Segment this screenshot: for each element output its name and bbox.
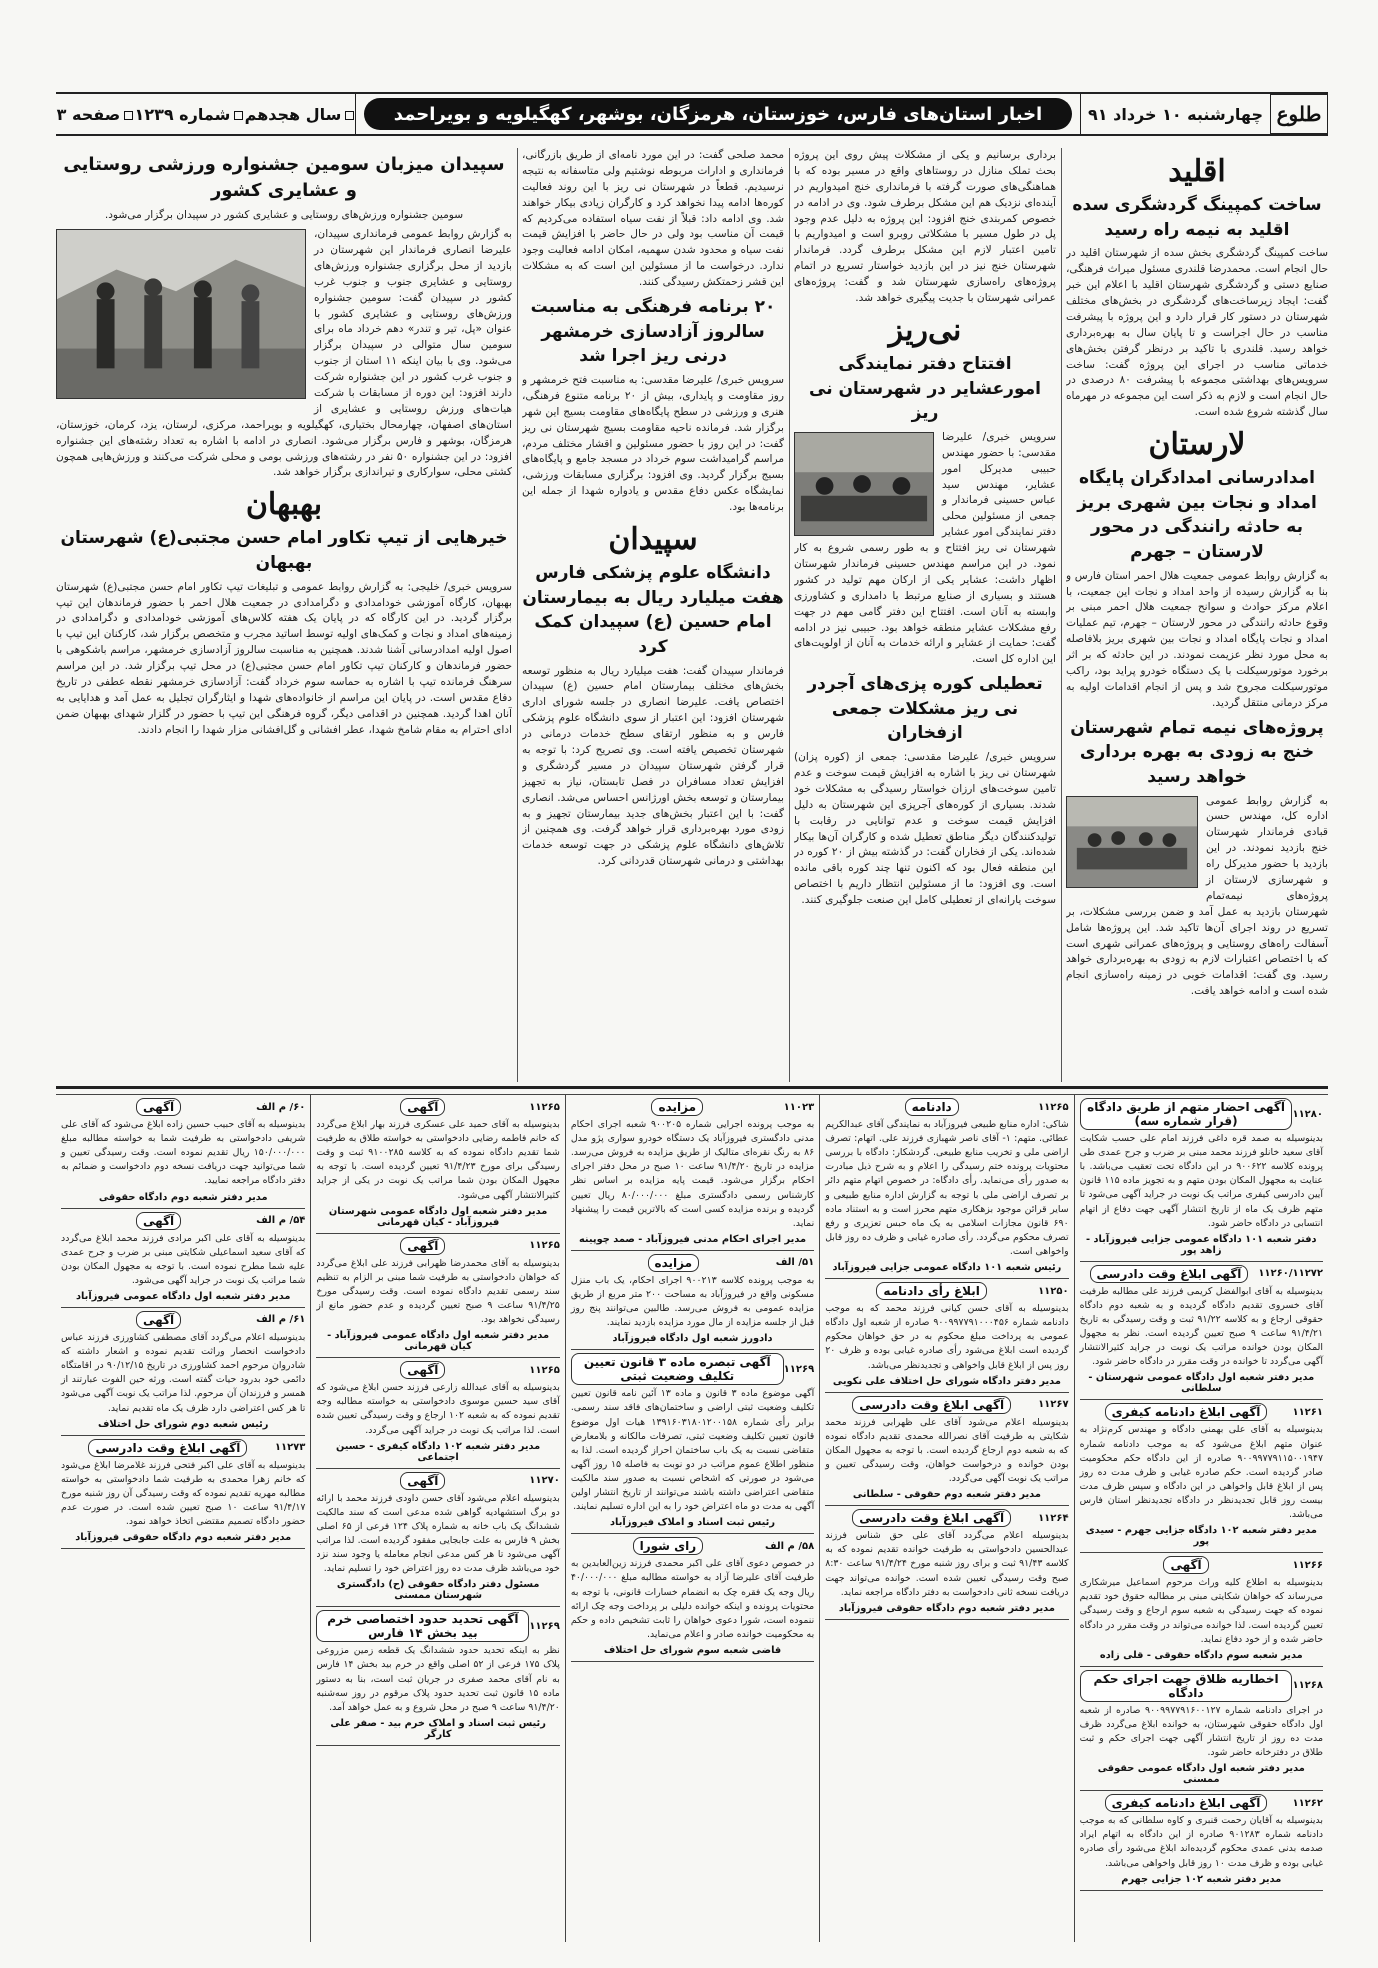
notice-header [316,1610,559,1642]
notice-text: بدینوسیله به آقای حمید علی عسکری فرزند بهار ابلاغ می‌گردد که خانم فاطمه رضایی دادخواستی به خواسته طلاق به طرفیت شما تقدیم دادگاه نموده که به کلاسه ۹۱۰۰۲۸۵ ثبت و وقت رسیدگی برای مورخ ۹۱/۴/۲۳ تعیین گردیده است. با توجه به مجهول المکان بودن شما مراتب یک نوبت در یکی از جراید کثیرالانتشار آگهی می‌شود. [316,1119,560,1201]
section-separator [56,1086,1328,1089]
notice-number: ۱۱۲۶۵ [529,1364,560,1376]
news-column-2 [794,148,1056,1082]
notice-title: ابلاغ رأی دادنامه [876,1282,986,1300]
legal-notices-section [56,1094,1328,1942]
notice-header [1080,1098,1323,1130]
notice-header [316,1237,559,1255]
notice-text: بدینوسیله به آقای عبدالله زارعی فرزند حسن ابلاغ می‌شود که آقای سید حسین موسوی دادخواستی به خواسته مطالبه وجه تقدیم نموده که به شعبه ۱۰۲ ارجاع و وقت رسیدگی تعیین شده است. لذا مراتب یک نوبت در جراید آگهی می‌گردد. [316,1382,560,1436]
issue-meta [56,94,356,134]
article-body: سرویس خبری/ علیرضا مقدسی: جمعی از (کوره پزان) شهرستان نی ریز با اشاره به افزایش قیمت سوخت و عدم تامین سوخت‌های ارزان خواستار رسیدگی به مشکلات خود شدند. بسیاری از کوره‌های آجرپزی این شهرستان به دلیل افزایش قیمت سوخت و عدم توانایی در رقابت با تولیدکنندگان دیگر مناطق تعطیل شده و کارگران آن‌ها بیکار شده‌اند. یکی از فخاران گفت: در گذشته بیش از ۲۰ کوره در این منطقه فعال بود که اکنون تنها چند کوره باقی مانده است. وی افزود: ما از مسئولین انتظار داریم با اختصاص سوخت یارانه‌ای از تعطیلی کامل این صنعت جلوگیری کنند. [794,751,1056,907]
city-kicker-behbahan: بهبهان [245,487,323,523]
notice-signature: رئیس شعبه دوم شورای حل اختلاف [98,1418,269,1430]
legal-notice [825,1393,1068,1507]
notice-header [1080,1794,1323,1812]
notice-header [825,1282,1068,1300]
notice-signature: مسئول دفتر دادگاه حقوقی (ح) دادگستری شهرستان ممسنی [336,1579,540,1602]
notice-title: آگهی [1163,1556,1208,1574]
legal-notice [571,1534,814,1662]
notice-text: بدینوسیله به آقای علی اکبر فتحی فرزند غلامرضا ابلاغ می‌شود که خانم زهرا محمدی به طرفیت شما دادخواستی به خواسته مطالبه مهریه تقدیم نموده که وقت رسیدگی آن روز شنبه مورخ ۹۱/۴/۱۷ ساعت ۱۰ صبح تعیین شده است. در صورت عدم حضور دادگاه تصمیم مقتضی اتخاذ خواهد نمود. [61,1459,306,1528]
notice-title: آگهی ابلاغ وقت دادرسی [852,1509,1011,1527]
legal-notice [1080,1095,1323,1262]
notice-title: آگهی [400,1098,445,1116]
city-kicker-eqlid: اقلید [1168,154,1226,189]
notice-text: بدینوسیله به آقای ابوالفضل کریمی فرزند علی مطالبه طرفیت آقای خسروی تقدیم دادگاه گردیده و به شعبه دوم دادگاه حقوقی ارجاع و به کلاسه ۹۱/۲۲ ثبت و وقت رسیدگی به تاریخ ۹۱/۴/۲۱ ساعت ۹ صبح تعیین گردیده است. نظر به مجهول المکان بودن خوانده مراتب یک نوبت در جراید کثیرالانتشار آگهی می‌گردد تا خوانده در وقت مقرر در دادگاه حاضر شود. [1079,1285,1323,1368]
notice-signature: مدیر دفتر شعبه اول دادگاه عمومی فیروزآباد - کیان قهرمانی [327,1330,550,1353]
newspaper-page [56,92,1328,1942]
notice-text: بدینوسیله اعلام می‌گردد آقای مصطفی کشاورزی فرزند عباس دادخواست انحصار وراثت تقدیم نموده و اشعار داشته که شادروان مرحوم احمد کشاورزی در تاریخ ۹۰/۱۲/۱۵ در اقامتگاه دائمی خود بدرود حیات گفته است. ورثه حین الفوت عبارتند از همسر و فرزندان آن مرحوم. لذا مراتب یک نوبت آگهی می‌شود تا هر کس اعتراضی دارد ظرف یک ماه تقدیم نماید. [61,1331,306,1414]
notice-text: بدینوسیله اعلام می‌شود آقای حسن داودی فرزند محمد با ارائه دو برگ استشهادیه گواهی شده مدعی است که سند مالکیت ششدانگ یک باب خانه به شماره پلاک ۱۲۴ فرعی از ۶۵ اصلی بخش ۹ فارس به علت جابجایی مفقود گردیده است. لذا مراتب آگهی می‌شود تا هر کس مدعی انجام معامله یا وجود سند نزد خود می‌باشد ظرف مدت ده روز اعتراض خود را تسلیم نماید. [316,1492,560,1575]
issue-date: چهارشنبه ۱۰ خرداد ۹۱ [1080,94,1270,134]
notice-header [825,1098,1068,1116]
ad-column [310,1095,564,1942]
notice-number: ۱۱۰۲۳ [783,1101,815,1113]
notice-signature: دفتر شعبه ۱۰۱ دادگاه عمومی جزایی فیروزآباد - زاهد پور [1086,1233,1317,1256]
legal-notice [316,1469,559,1608]
notice-number: ۱۱۲۶۴ [1038,1512,1069,1524]
legal-notice [1080,1553,1323,1667]
city-kicker-larestan: لارستان [1148,427,1246,463]
column-divider [517,148,518,1082]
notice-header [1080,1670,1323,1702]
square-icon [345,111,354,120]
notice-title: آگهی [136,1098,181,1116]
notice-header [61,1212,305,1230]
column-divider [1061,148,1062,1082]
article-body: سرویس خبری/ علیرضا مقدسی: به مناسبت فتح خرمشهر و روز مقاومت و پایداری، بیش از ۲۰ برنامه متنوع فرهنگی، هنری و ورزشی در سطح پایگاه‌های مقاومت بسیج این شهر برگزار شد. فرمانده ناحیه مقاومت بسیج شهرستان نی ریز گفت: در این روز با حضور مسئولین و اقشار مختلف مردم، مراسم گرامیداشت سوم خرداد در مسجد جامع و پایگاه‌های بسیج برگزار گردید. وی افزود: برگزاری مسابقات ورزشی، نمایشگاه عکس دفاع مقدس و یادواره شهدا از جمله این برنامه‌ها بود. [522,373,784,514]
article-body: به گزارش روابط عمومی اداره کل، مهندس حسن قبادی فرماندار شهرستان خنج بازدید نمودند. در این بازدید با حضور مدیرکل راه و شهرسازی لارستان از پروژه‌های نیمه‌تمام شهرستان بازدید به عمل آمد و ضمن بررسی مشکلات، بر تسریع در روند اجرای آن‌ها تاکید شد. این پروژه‌ها شامل آسفالت راه‌های روستایی و پروژه‌های عمرانی شهری است که با اختصاص اعتبارات لازم به زودی به بهره‌برداری خواهد رسید. وی گفت: اقدامات خوبی در زمینه راه‌سازی انجام شده است و ادامه خواهد یافت. [1066,794,1328,998]
legal-notice [571,1095,814,1251]
notice-text: بدینوسیله اعلام می‌شود آقای علی ظهرابی فرزند محمد شکایتی به طرفیت آقای نصرالله محمدی تقدیم دادگاه نموده که به شعبه دوم ارجاع گردیده است. با توجه به مجهول المکان بودن خوانده و درخواست خواهان، وقت رسیدگی تعیین و مراتب یک نوبت آگهی می‌گردد. [825,1416,1069,1485]
notice-number: ۱۱۲۶۰/۱۱۲۷۲ [1258,1268,1323,1280]
legal-notice [1080,1667,1323,1791]
notice-title: آگهی ابلاغ وقت دادرسی [1090,1265,1249,1283]
headline-neyriz-nomads-office: افتتاح دفتر نمایندگی امورعشایر در شهرستان نی ریز [809,353,1041,424]
article-body: سرویس خبری/ علیرضا مقدسی: با حضور مهندس حبیبی مدیرکل امور عشایر، مهندس سید عباس حسینی فرماندار و جمعی از مسئولین محلی دفتر نمایندگی امور عشایر شهرستان نی ریز افتتاح و به طور رسمی شروع به کار نمود. در این مراسم مهندس حسینی فرماندار شهرستان اظهار داشت: عشایر یکی از ارکان مهم تولید در کشور هستند و بسیاری از صنایع مرتبط با دامداری و کشاورزی وابسته به آنان است. افتتاح این دفتر گامی مهم در جهت رفع مشکلات عشایر منطقه خواهد بود. حبیبی نیز در ادامه گفت: حمایت از عشایر و ارائه خدمات به آنان از اولویت‌های این اداره کل است. [794,430,1056,666]
square-icon [124,111,133,120]
notice-signature: مدیر دفتر شعبه اول دادگاه عمومی فیروزآباد [75,1290,291,1302]
legal-notice [1080,1400,1323,1553]
notice-header [61,1439,305,1457]
notice-text: بدینوسیله به آقای محمدرضا ظهرابی فرزند علی ابلاغ می‌گردد که خواهان دادخواستی به طرفیت شما مبنی بر الزام به تنظیم سند رسمی تقدیم دادگاه نموده است. وقت رسیدگی مورخ ۹۱/۴/۲۵ ساعت ۹ صبح تعیین گردیده و عدم حضور مانع از رسیدگی نخواهد بود. [316,1257,560,1326]
headline-sepidan-rural-sports: سپیدان میزبان سومین جشنواره ورزشی روستایی و عشایری کشور [63,154,505,202]
notice-number: ۱۱۲۶۱ [1292,1406,1323,1418]
notice-text: بدینوسیله به آقای علی بهمنی دادگاه و مهندس کرم‌نژاد به عنوان متهم ابلاغ می‌شود که به موجب دادنامه شماره ۹۰۰۹۹۷۷۹۱۱۵۰۰۱۹۴۷ صادره از این دادگاه حکم محکومیت صادر گردیده است. حکم صادره غیابی و ظرف مدت ده روز پس از ابلاغ قابل واخواهی در این دادگاه و سپس ظرف مدت بیست روز قابل تجدیدنظر در دادگاه تجدیدنظر استان فارس می‌باشد. [1079,1424,1323,1521]
notice-title: آگهی تحدید حدود اختصاصی خرم بید بخش ۱۴ فارس [316,1610,529,1642]
legal-notice [825,1279,1068,1393]
legal-notice [316,1095,559,1234]
notice-header [1080,1265,1323,1283]
headline-neyriz-brick-kilns: تعطیلی کوره پزی‌های آجردر نی ریز مشکلات جمعی ازفخاران [807,674,1043,744]
city-kicker-neyriz: نی‌ریز [888,312,962,348]
notice-text: آگهی موضوع ماده ۳ قانون و ماده ۱۳ آئین نامه قانون تعیین تکلیف وضعیت ثبتی اراضی و ساختمان‌های فاقد سند رسمی. برابر رأی شماره ۱۳۹۱۶۰۳۱۸۰۱۲۰۰۱۵۸ هیات اول موضوع قانون تعیین تکلیف وضعیت ثبتی، تصرفات مالکانه و بلامعارض متقاضی نسبت به یک باب ساختمان احراز گردیده است. لذا به منظور اطلاع عموم مراتب در دو نوبت به فاصله ۱۵ روز آگهی می‌شود در صورتی که اشخاص نسبت به صدور سند مالکیت متقاضی اعتراضی داشته باشند می‌توانند از تاریخ انتشار اولین آگهی به مدت دو ماه اعتراض خود را به این اداره تسلیم نمایند. [570,1388,815,1513]
notice-number: ۱۱۲۶۵ [529,1101,560,1113]
notice-signature: قاضی شعبه سوم شورای حل اختلاف [603,1644,782,1656]
notice-text: نظر به اینکه تحدید حدود ششدانگ یک قطعه زمین مزروعی پلاک ۱۷۵ فرعی از ۵۲ اصلی واقع در خرم بید بخش ۱۴ فارس به نام آقای محمد صفری در جریان ثبت است، بنا به دستور ماده ۱۵ قانون ثبت تحدید حدود پلاک مرقوم در روز سه‌شنبه ۹۱/۴/۲۰ ساعت ۹ صبح در محل شروع و به عمل خواهد آمد. [316,1645,560,1713]
notice-signature: مدیر دفتر شعبه ۱۰۲ دادگاه کیفری - حسین اجتماعی [335,1440,541,1463]
notice-title: مزایده [651,1098,703,1116]
legal-notice [316,1234,559,1359]
notice-text: بدینوسیله به اطلاع کلیه وراث مرحوم اسماعیل میرشکاری می‌رساند که خواهان شکایتی مبنی بر مطالبه حقوق خود تقدیم نموده که جهت رسیدگی به شعبه سوم ارجاع و وقت رسیدگی تعیین گردیده است. لذا خوانده می‌تواند در وقت مقرر در دادگاه حاضر شده و از خود دفاع نماید. [1079,1577,1323,1645]
notice-header [61,1098,305,1116]
headline-khorramshahr-programs: ۲۰ برنامه فرهنگی به مناسبت سالروز آزادسازی خرمشهر درنی ریز اجرا شد [530,297,776,367]
notice-text: بدینوسیله به آقای حبیب حسین زاده ابلاغ می‌شود که آقای علی شریفی دادخواستی به طرفیت شما به خواسته مطالبه مبلغ ۱۵۰/۰۰۰/۰۰۰ ریال تقدیم نموده است. وقت رسیدگی تعیین و شما می‌توانید جهت دریافت نسخه دوم دادخواست و ضمائم به دفتر دادگاه مراجعه نمایید. [61,1119,306,1187]
legal-notice [316,1358,559,1468]
news-column-1 [1066,148,1328,1082]
notice-header [316,1098,559,1116]
news-photo-office-opening [794,432,934,536]
issue-number: شماره ۱۲۳۹ [135,105,244,124]
ad-column [819,1095,1073,1942]
ad-column [565,1095,819,1942]
notice-number: ۵۴/ م الف [256,1215,306,1227]
notice-title: مزایده [648,1254,700,1272]
legal-notice [825,1506,1068,1620]
notice-number: ۱۱۲۶۵ [1038,1101,1069,1113]
article-body: سرویس خبری/ خلیجی: به گزارش روابط عمومی و تبلیغات تیپ تکاور امام حسن مجتبی(ع) شهرستان بهبهان، کارگاه آموزشی خودامدادی و دگرامدادی در جمعیت هلال احمر با حضور فرماندهان این تیپ برگزار گردید. در این کارگاه که در پایان یک هفته کلاس‌های آموزشی خودامدادی و دگرامدادی در زمینه‌های امداد و نجات و کمک‌های اولیه توسط اساتید مجرب و متخصص برگزار شد، کارکنان این تیپ با اصول اولیه امدادرسانی آشنا شدند. همچنین به مناسبت سالروز آزادسازی خرمشهر، مراسم باشکوهی با حضور فرماندهان و کارکنان تیپ تکاور امام حسن مجتبی(ع) در محل تیپ برگزار شد. در این مراسم سرهنگ فرمانده تیپ با اشاره به حماسه سوم خرداد گفت: آزادسازی خرمشهر نقطه عطفی در تاریخ دفاع مقدس است. در پایان این مراسم از خانواده‌های شهدا و ایثارگران تجلیل به عمل آمد و هدایایی به آنان اهدا گردید. همچنین در اقدامی دیگر، گروه فرهنگی این تیپ با حضور در گلزار شهدای بهبهان ضمن ادای احترام به مقام شامخ شهدا، عطر افشانی و گل‌افشانی مزار شهدا را انجام دادند. [56,580,512,736]
notice-signature: مدیر دفتر شعبه ۱۰۲ دادگاه جزایی جهرم - سیدی پور [1085,1525,1317,1548]
article-with-photo [1066,794,1328,1001]
year-label: سال هجدهم [245,105,355,124]
notice-title: آگهی ابلاغ وقت دادرسی [88,1439,247,1457]
notice-signature: مدیر دفتر شعبه دوم حقوقی - سلطانی [852,1489,1041,1501]
notice-header [571,1254,814,1272]
notice-signature: رئیس شعبه ۱۰۱ دادگاه عمومی جزایی فیروزآباد [832,1262,1062,1274]
notice-signature: دادورز شعبه اول دادگاه فیروزآباد [612,1333,773,1345]
notice-number: ۶۰/ م الف [256,1101,306,1113]
legal-notice [825,1095,1068,1279]
notice-header [316,1361,559,1379]
notice-header [571,1353,814,1385]
headline-eqlid-camping: ساخت کمپینگ گردشگری سده اقلید به نیمه راه رسید [1072,195,1322,240]
headline-khonj-projects: پروژه‌های نیمه تمام شهرستان خنج به زودی به بهره برداری خواهد رسید [1070,717,1324,787]
notice-header [316,1472,559,1490]
legal-notice [1080,1262,1323,1401]
notice-signature: مدیر دفتر شعبه دوم دادگاه حقوقی فیروزآباد [838,1602,1055,1614]
notice-header [825,1396,1068,1414]
news-column-3 [522,148,784,1082]
notice-number: ۵۱/ الف [775,1257,815,1269]
notice-title: دادنامه [905,1098,959,1116]
notice-header [1080,1556,1323,1574]
legal-notice [61,1095,305,1209]
section-title: اخبار استان‌های فارس، خوزستان، هرمزگان، بوشهر، کهگیلویه و بویراحمد [364,98,1072,130]
legal-notice [61,1209,305,1308]
notice-title: آگهی ابلاغ دادنامه کیفری [1105,1403,1268,1421]
notice-title: آگهی احضار متهم از طریق دادگاه (قرار شماره سه) [1080,1098,1293,1130]
legal-notice [1080,1791,1323,1890]
legal-notice [571,1251,814,1350]
notice-signature: مدیر دفتر شعبه اول دادگاه عمومی حقوقی ممسنی [1097,1763,1305,1786]
notice-signature: مدیر دفتر دادگاه شورای حل اختلاف علی نکویی [832,1375,1061,1387]
notice-text: شاکی: اداره منابع طبیعی فیروزآباد به نمایندگی آقای عبدالکریم عطائی. متهم: ۱- آقای ناصر شهبازی فرزند علی. اتهام: تصرف اراضی ملی و تخریب منابع طبیعی. گردشکار: دادگاه با بررسی محتویات پرونده ختم رسیدگی را اعلام و به شرح ذیل مبادرت به صدور رأی می‌نماید. رأی دادگاه: در خصوص اتهام متهم دائر بر تصرف اراضی ملی با توجه به گزارش اداره منابع طبیعی و سایر قرائن موجود بزهکاری متهم محرز است و به استناد ماده ۶۹۰ قانون مجازات اسلامی به یک ماه حبس تعزیری و رفع تصرف محکوم می‌گردد. رأی صادره غیابی و ظرف ده روز قابل واخواهی است. [825,1119,1069,1257]
notice-signature: مدیر اجرای احکام مدنی فیروزآباد - صمد چوپینه [578,1233,807,1245]
notice-title: اخطاریه ظلاق جهت اجرای حکم دادگاه [1080,1670,1293,1702]
article-body: برداری برسانیم و یکی از مشکلات پیش روی این پروژه بحث تملک منازل در روستاهای واقع در مسیر بوده که با هماهنگی‌های صورت گرفته با فرمانداری خنج امیدواریم در آینده‌ای نزدیک هم این مشکل برطرف شود. وی در ادامه در خصوص کمربندی خنج افزود: این پروژه به دلیل عدم وجود پل در طول مسیر با مشکلاتی روبرو است و امیدواریم با تامین اعتبار لازم این مشکل برطرف گردد. فرماندار شهرستان خنج نیز در این بازدید خواستار تسریع در اتمام پروژه‌های راه‌سازی شهرستان شد و گفت: پروژه‌های عمرانی شهرستان با جدیت پیگیری خواهد شد. [794,149,1056,305]
news-photo-meeting [1066,796,1198,888]
notice-title: آگهی ابلاغ وقت دادرسی [852,1396,1011,1414]
newspaper-logo: طلوع [1270,94,1328,134]
notice-number: ۱۱۲۶۶ [1292,1559,1323,1571]
notice-text: به موجب پرونده اجرایی شماره ۹۰۰۲۰۵ شعبه اجرای احکام مدنی دادگستری فیروزآباد یک دستگاه خودرو سواری پژو مدل ۸۶ به رنگ نقره‌ای متالیک از طریق مزایده به فروش می‌رسد. مزایده در تاریخ ۹۱/۴/۲۰ ساعت ۱۰ صبح در محل دفتر اجرای احکام برگزار می‌شود. قیمت پایه مزایده بر اساس نظر کارشناس رسمی دادگستری مبلغ ۸۰/۰۰۰/۰۰۰ ریال تعیین گردیده و برنده مزایده کسی است که بالاترین قیمت را پیشنهاد نماید. [570,1119,815,1229]
notice-text: در اجرای دادنامه شماره ۹۰۰۹۹۷۷۹۱۶۰۰۱۲۷ صادره از شعبه اول دادگاه حقوقی شهرستان، به خوانده ابلاغ می‌گردد ظرف مدت ده روز از تاریخ انتشار آگهی جهت اجرای حکم و ثبت طلاق در دفترخانه حاضر شود. [1079,1704,1323,1759]
notice-title: آگهی [136,1311,181,1329]
notice-number: ۱۱۲۶۷ [1038,1399,1069,1411]
headline-larestan-rescue: امدادرسانی امدادگران پایگاه امداد و نجات بین شهری بریز به حادثه رانندگی در محور لارستان – جهرم [1077,468,1317,562]
column-divider [789,148,790,1082]
notice-number: ۵۸/ م الف [764,1540,815,1552]
news-column-4 [56,148,512,1082]
article-with-photo [56,227,512,481]
article-body: به گزارش روابط عمومی جمعیت هلال احمر استان فارس و بنا به گزارش رسیده از واحد امداد و نجات این جمعیت، با اعلام مرکز حوادث و سوانح جمعیت هلال احمر مبنی بر وقوع حادثه رانندگی در محور لارستان – جهرم، تیم عملیات امداد و نجات پایگاه امداد و نجات بین شهری بریز بلافاصله به محل مورد نظر عزیمت نمودند. در این حادثه که بر اثر برخورد موتورسیکلت با یک دستگاه خودرو پراید بود، راکب موتورسیکلت مجروح شد و پس از انجام اقدامات اولیه به مرکز درمانی منتقل گردید. [1066,569,1328,709]
notice-text: بدینوسیله به آقایان رحمت قنبری و کاوه سلطانی که به موجب دادنامه شماره ۹۰۱۲۸۳ صادره از این دادگاه به اتهام ایراد صدمه بدنی عمدی محکوم گردیده‌اند ابلاغ می‌شود رأی صادره غیابی بوده و ظرف مدت ۱۰ روز قابل واخواهی می‌باشد. [1079,1815,1324,1869]
notice-title: رای شورا [633,1537,704,1555]
legal-notice [61,1436,305,1550]
notice-number: ۱۱۲۷۰ [529,1475,560,1487]
page-number: صفحه ۳ [57,105,134,124]
article-with-photo [794,430,1056,668]
notice-signature: رئیس ثبت اسناد و املاک فیروزآباد [610,1517,775,1529]
notice-number: ۱۱۲۶۹ [783,1363,815,1375]
notice-signature: مدیر شعبه سوم دادگاه حقوقی - قلی زاده [1099,1649,1303,1661]
notice-header [571,1098,814,1116]
notice-header [571,1537,814,1555]
notice-signature: مدیر دفتر شعبه دوم دادگاه حقوقی [98,1191,268,1203]
notice-title: آگهی [136,1212,181,1230]
notice-number: ۱۱۲۷۳ [274,1442,306,1454]
notice-number: ۱۱۲۵۰ [1038,1285,1069,1297]
news-photo-officials-outdoor [56,229,306,399]
notice-number: ۱۱۲۸۰ [1292,1108,1323,1120]
notice-signature: مدیر دفتر شعبه اول دادگاه عمومی شهرستان فیروزآباد - کیان قهرمانی [328,1205,548,1228]
city-kicker-sepidan: سپیدان [608,521,698,557]
headline-sepidan-hospital: دانشگاه علوم پزشکی فارس هفت میلیارد ریال به بیمارستان امام حسین (ع) سپیدان کمک کرد [522,562,784,657]
notice-signature: مدیر دفتر شعبه ۱۰۲ جزایی جهرم [1121,1873,1282,1885]
article-lead: سومین جشنواره ورزش‌های روستایی و عشایری کشور در سپیدان برگزار می‌شود. [104,209,464,222]
notice-number: ۶۱/ م الف [256,1314,306,1326]
notice-text: بدینوسیله اعلام می‌گردد آقای علی حق شناس فرزند عبدالحسین دادخواستی به طرفیت خوانده تقدیم نموده که به کلاسه ۹۱/۴۳ ثبت و برای روز شنبه مورخ ۹۱/۴/۲۴ ساعت ۸:۳۰ صبح وقت رسیدگی تعیین شده است. خوانده می‌تواند جهت دریافت نسخه ثانی دادخواست به دفتر دادگاه مراجعه نماید. [825,1530,1069,1598]
legal-notice [571,1350,814,1534]
notice-title: آگهی ابلاغ دادنامه کیفری [1105,1794,1268,1812]
notice-signature: مدیر دفتر شعبه اول دادگاه عمومی شهرستان - سلطانی [1088,1372,1315,1395]
notice-title: آگهی [400,1361,445,1379]
notice-text: بدینوسیله به صمد قره داغی فرزند امام علی حسب شکایت آقای سعید خانلو فرزند محمد مبنی بر ضرب و جرح عمدی طی پرونده کلاسه ۹۰۰۶۲۲ در این دادگاه تحت تعقیب می‌باشد. با عنایت به مجهول المکان بودن متهم و به تجویز ماده ۱۱۵ قانون آیین دادرسی کیفری مراتب یک نوبت در جراید آگهی می‌شود تا متهم ظرف یک ماه از تاریخ انتشار آگهی جهت دفاع از اتهام انتسابی در دادگاه حاضر شود. [1079,1133,1323,1229]
notice-text: به موجب پرونده کلاسه ۹۰۰۲۱۳ اجرای احکام، یک باب منزل مسکونی واقع در فیروزآباد به مساحت ۲۰۰ متر مربع از طریق مزایده عمومی به فروش می‌رسد. طالبین می‌توانند پنج روز قبل از جلسه مزایده از مال مورد مزایده بازدید نمایند. [570,1274,815,1329]
masthead [56,92,1328,136]
notice-number: ۱۱۲۶۸ [1292,1680,1323,1692]
article-body: به گزارش روابط عمومی فرمانداری سپیدان، علیرضا انصاری فرماندار این شهرستان در بازدید از محل برگزاری جشنواره ورزش‌های روستایی و عشایری جنوب و جنوب غرب کشور در سپیدان گفت: سومین جشنواره ورزش‌های روستایی و عشایری کشور با عنوان «پل، تیر و تندر» دهم خرداد ماه برای سومین سال متوالی در سپیدان برگزار می‌شود. وی با بیان اینکه ۱۱ استان از جنوب و جنوب غرب کشور در این جشنواره شرکت دارند افزود: این دوره از مسابقات با شرکت هیات‌های ورزش روستایی و عشایری از استان‌های اصفهان، چهارمحال بختیاری، کهگیلویه و بویراحمد، مرکزی، لرستان، یزد، کرمان، خوزستان، هرمزگان، بوشهر و فارس برگزار می‌شود. انصاری در ادامه با اشاره به تعداد رشته‌های این جشنواره افزود: در این جشنواره ۵۰ نفر در رشته‌های ورزشی بومی و محلی شرکت می‌کنند و ورزش‌هایی همچون کشتی محلی، سوارکاری و تیراندازی برگزار خواهد شد. [56,228,512,479]
square-icon [234,111,243,120]
notice-number: ۱۱۲۶۲ [1292,1797,1323,1809]
notice-title: آگهی تبصره ماده ۳ قانون تعیین تکلیف وضعیت ثبتی [571,1353,784,1385]
notice-title: آگهی [400,1472,445,1490]
notice-text: بدینوسیله به آقای حسن کیانی فرزند محمد که به موجب دادنامه شماره ۹۰۰۹۹۷۷۹۱۰۰۰۴۵۶ صادره از شعبه اول دادگاه عمومی به پرداخت مبلغ محکوم به در حق خواهان محکوم گردیده است ابلاغ می‌شود رأی صادره غیابی بوده و ظرف ۲۰ روز پس از ابلاغ قابل واخواهی و تجدیدنظر می‌باشد. [825,1303,1069,1371]
notice-header [825,1509,1068,1527]
legal-notice [316,1607,559,1746]
notice-text: در خصوص دعوی آقای علی اکبر محمدی فرزند زین‌العابدین به طرفیت آقای علیرضا آزاد به خواسته مطالبه مبلغ ۴۰/۰۰۰/۰۰۰ ریال وجه یک فقره چک به انضمام خسارات قانونی، با توجه به محتویات پرونده و اینکه خوانده دلیلی بر پرداخت وجه چک ارائه ننموده است، شورا دعوی خواهان را ثابت تشخیص داده و حکم به محکومیت خوانده صادر و اعلام می‌نماید. [570,1558,815,1640]
notice-header [1080,1403,1323,1421]
notice-number: ۱۱۲۶۵ [529,1240,560,1252]
notice-header [61,1311,305,1329]
ad-column [1074,1095,1328,1942]
ad-column [56,1095,310,1942]
article-body: ساخت کمپینگ گردشگری بخش سده از شهرستان اقلید در حال انجام است. محمدرضا قلندری مسئول میراث فرهنگی، صنایع دستی و گردشگری شهرستان اقلید با اعلام این خبر گفت: ایجاد زیرساخت‌های گردشگری در بخش‌های مختلف شهرستان در دستور کار قرار دارد و این پروژه با پیشرفت مناسب در حال اجراست و تا پایان سال به بهره‌برداری خواهد رسید. قلندری با تاکید بر درنظر گرفتن بخش‌های خدماتی مناسب در اجرای این پروژه گفت: ساخت سرویس‌های بهداشتی مجموعه با پیشرفت ۸۰ درصدی در حال انجام است و لازم به ذکر است این مجموعه در مهرماه سال گذشته شروع شده است. [1066,247,1328,419]
notice-signature: مدیر دفتر شعبه دوم دادگاه حقوقی فیروزآباد [75,1532,292,1544]
headline-behbahan-brigade: خیرهایی از تیپ تکاور امام حسن مجتبی(ع) شهرستان بهبهان [60,528,508,573]
notice-signature: رئیس ثبت اسناد و املاک خرم بید - صفر علی کارگر [330,1717,546,1740]
notice-number: ۱۱۲۶۹ [529,1620,560,1632]
article-body: محمد صلحی گفت: در این مورد نامه‌ای از طریق بازرگانی، فرمانداری و ادارات مربوطه نوشتیم ولی متاسفانه به نتیجه نرسیدیم. قطعاً در شهرستان نی ریز با این روند فعالیت کوره‌ها ادامه پیدا نخواهد کرد و کارگران زیادی بیکار خواهند شد. وی ادامه داد: قبلاً از نفت سیاه استفاده می‌کردیم که قیمت آن مناسب بود ولی در حال حاضر با افزایش قیمت نفت سیاه و محدود شدن سهمیه، امکان ادامه فعالیت وجود ندارد. درخواست ما از مسئولین این است که به مشکلات این قشر زحمتکش رسیدگی کنند. [522,149,784,289]
notice-text: بدینوسیله به آقای علی اکبر مرادی فرزند محمد ابلاغ می‌گردد که آقای سعید اسماعیلی شکایتی مبنی بر ضرب و جرح عمدی علیه شما مطرح نموده است. با توجه به مجهول المکان بودن شما مراتب یک نوبت در جراید آگهی می‌شود. [61,1232,306,1286]
legal-notice [61,1308,305,1436]
article-body: فرماندار سپیدان گفت: هفت میلیارد ریال به منظور توسعه بخش‌های مختلف بیمارستان امام حسین (ع) سپیدان اختصاص یافت. علیرضا انصاری در جلسه شورای اداری شهرستان افزود: این اعتبار از سوی دانشگاه علوم پزشکی فارس و به منظور ارتقای سطح خدمات درمانی در شهرستان تخصیص یافته است. وی تصریح کرد: با توجه به قرار گرفتن شهرستان سپیدان در مسیر گردشگری و افزایش تعداد مسافران در فصل تابستان، نیاز به تجهیز بیمارستان و توسعه بخش اورژانس احساس می‌شد. انصاری گفت: با این اعتبار بخش‌های جدید بیمارستان تجهیز و به زودی مورد بهره‌برداری قرار خواهد گرفت. وی همچنین از تلاش‌های دانشگاه علوم پزشکی در جهت توسعه خدمات بهداشتی و درمانی شهرستان قدردانی کرد. [522,664,784,868]
notice-title: آگهی [400,1237,445,1255]
